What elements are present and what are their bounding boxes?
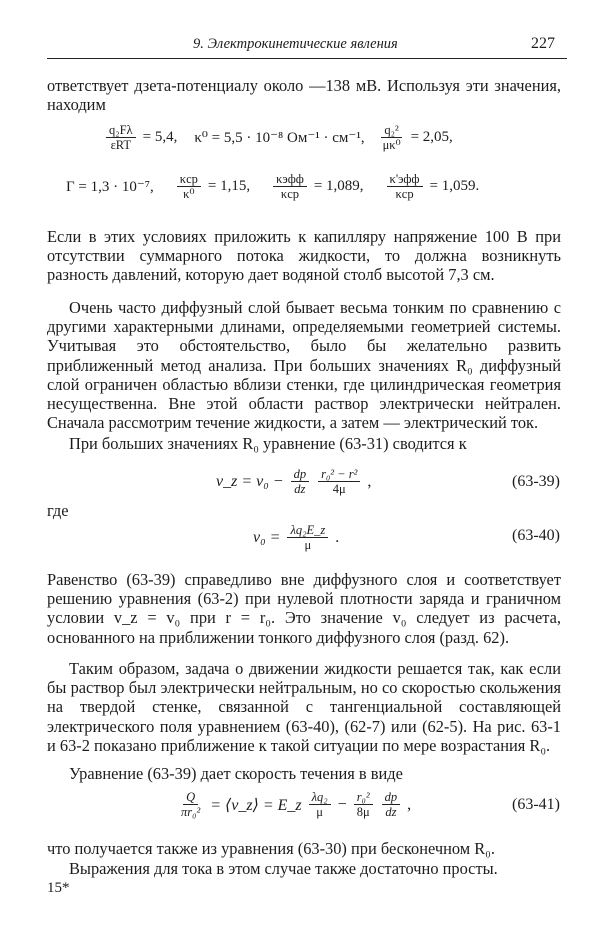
equation-number: (63-41) [512, 796, 560, 813]
equation-63-39: v_z = v₀ − $\frac{dp}{dz}$ $\frac{\text{r₀² − r²}}{4\mu}$ , [216, 467, 372, 496]
fraction: $\frac{\text{κ'эфф}}{\text{κср}}$ [387, 172, 423, 201]
formula-line-1: $\frac{\text{q₂Fλ}}{\text{εRT}}$ = 5,4, κ⁰ = 5,5 · 10⁻⁸ Ом⁻¹ · см⁻¹, $\frac{\text{q₂²}}{\text{μκ⁰}}$ = 2,05, [104, 123, 453, 152]
equation-number: (63-39) [512, 473, 560, 490]
paragraph-10: Выражения для тока в этом случае также достаточно просты. [69, 859, 498, 878]
paragraph-2: Если в этих условиях приложить к капилляру напряжение 100 В при отсутствии суммарного потока жидкости, то должна возникнуть разность давлений, которую дает водяной столб высотой 7,3 см. [47, 227, 561, 285]
fraction: $\frac{\text{λq₂}}{\mu}$ [309, 790, 331, 819]
fraction: $\frac{dp}{dz}$ [291, 467, 310, 496]
signature-mark: 15* [47, 880, 70, 896]
fraction: $\frac{\text{κср}}{\text{κ⁰}}$ [177, 172, 201, 201]
paragraph-4: При больших значениях R₀ уравнение (63-31) сводится к [69, 434, 467, 453]
equation-number: (63-40) [512, 527, 560, 544]
paragraph-7: Таким образом, задача о движении жидкости решается так, как если бы раствор был электрически нейтральным, но со скоростью скольжения на твердой стенке, связанной с тангенциальной составляющей электрического поля уравнением (63-40), (62-7) или (62-5). На рис. 63-1 и 63-2 показано приближение к такой ситуации по мере возрастания R₀. [47, 659, 561, 755]
formula-line-2: Γ = 1,3 · 10⁻⁷, $\frac{\text{κср}}{\text{κ⁰}}$ = 1,15, $\frac{\text{κэфф}}{\text{κср}}$ = 1,089, $\frac{\text{κ'эфф}}{\text{κср}}$ = 1,059. [66, 172, 480, 201]
page-number: 227 [531, 35, 555, 52]
fraction: $\frac{\text{λq₂E\_z}}{\mu}$ [287, 523, 328, 552]
paragraph-8: Уравнение (63-39) дает скорость течения в виде [69, 764, 403, 783]
paragraph-3: Очень часто диффузный слой бывает весьма тонким по сравнению с другими характерными длинами, определяемыми геометрией системы. Учитывая это обстоятельство, было бы желательно развить приближенный метод анализа. При больших значениях R₀ диффузный слой ограничен областью вблизи стенки, где цилиндрическая геометрия несущественна. Вне этой области раствор электрически нейтрален. Сначала рассмотрим течение жидкости, а затем — электрический ток. [47, 298, 561, 433]
fraction: $\frac{\text{κэфф}}{\text{κср}}$ [273, 172, 307, 201]
paragraph-1: ответствует дзета-потенциалу около —138 мВ. Используя эти значения, находим [47, 76, 561, 115]
fraction: $\frac{Q}{\text{πr₀²}}$ [181, 790, 201, 819]
fraction: $\frac{\text{q₂Fλ}}{\text{εRT}}$ [106, 123, 136, 152]
fraction: $\frac{\text{r₀²}}{8\mu}$ [354, 790, 373, 819]
fraction: $\frac{\text{r₀² − r²}}{4\mu}$ [318, 467, 360, 496]
equation-63-40: v₀ = $\frac{\text{λq₂E\_z}}{\mu}$ . [253, 523, 340, 552]
paragraph-5: где [47, 501, 69, 520]
running-header [47, 32, 567, 59]
paragraph-9: что получается также из уравнения (63-30) при бесконечном R₀. [47, 839, 495, 858]
fraction: $\frac{dp}{dz}$ [382, 790, 401, 819]
chapter-title: 9. Электрокинетические явления [193, 36, 398, 52]
paragraph-6: Равенство (63-39) справедливо вне диффузного слоя и соответствует решению уравнения (63-2) при нулевой плотности заряда и граничном условии v_z = v₀ при r = r₀. Это значение v₀ следует из расчета, основанного на приближении тонкого диффузного слоя (разд. 62). [47, 570, 561, 647]
equation-63-41: $\frac{Q}{\text{πr₀²}}$ = ⟨v_z⟩ = E_z $\frac{\text{λq₂}}{\mu}$ − $\frac{\text{r₀²}}{8\mu}$ $\frac{dp}{dz}$ , [176, 790, 411, 819]
fraction: $\frac{\text{q₂²}}{\text{μκ⁰}}$ [382, 123, 401, 152]
